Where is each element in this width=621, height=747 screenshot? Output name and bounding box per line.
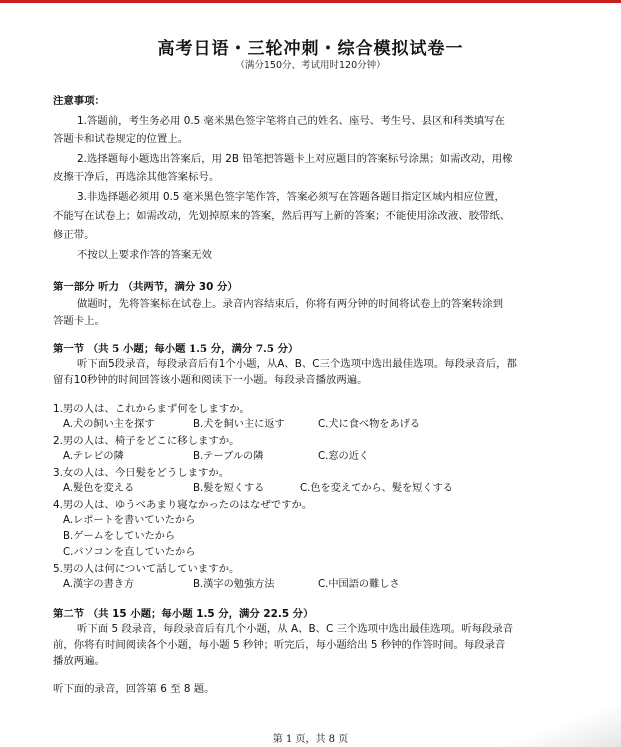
notice-item-1-line-2: 答题卡和试卷规定的位置上。 [53,133,189,145]
question-5-option-c: C.中国語の難しさ [318,579,400,590]
question-3-option-c: C.色を変えてから、髪を短くする [300,483,453,494]
question-1-option-c: C.犬に食べ物をあげる [318,419,421,430]
notice-heading: 注意事项： [53,95,105,107]
question-3-option-b: B.髪を短くする [193,483,265,494]
question-2-option-c: C.窓の近く [318,451,370,462]
question-2-stem: 2.男の人は、椅子をどこに移しますか。 [53,435,240,447]
part1-desc-line-1: 做题时，先将答案标在试卷上。录音内容结束后，你将有两分钟的时间将试卷上的答案转涂到 [77,298,504,310]
notice-item-3-line-1: 3.非选择题必须用 0.5 毫米黑色签字笔作答，答案必须写在答题各题目指定区域内相应位置， [77,191,505,203]
section1-heading: 第一节 （共 5 小题；每小题 1.5 分，满分 7.5 分） [53,343,299,355]
section1-desc-line-1: 听下面5段录音，每段录音后有1个小题，从A、B、C三个选项中选出最佳选项。每段录音后，都 [77,358,517,370]
section2-desc-line-3: 播放两遍。 [53,655,105,667]
part1-desc-line-2: 答题卡上。 [53,315,105,327]
section2-desc-line-2: 前，你将有时间阅读各个小题，每小题 5 秒钟；听完后，每小题给出 5 秒钟的作答时间。每段录音 [53,639,506,651]
page-number: 第 1 页，共 8 页 [272,734,349,745]
notice-item-3-line-3: 修正带。 [53,229,95,241]
question-3-option-a: A.髪色を変える [63,483,135,494]
question-4-stem: 4.男の人は、ゆうべあまり寝なかったのはなぜですか。 [53,499,313,511]
question-1-option-b: B.犬を飼い主に返す [193,419,285,430]
question-1-stem: 1.男の人は、これからまず何をしますか。 [53,403,250,415]
section2-instruction: 听下面的录音，回答第 6 至 8 题。 [53,683,215,695]
question-5-option-b: B.漢字の勉強方法 [193,579,275,590]
page-subtitle: （满分150分、考试用时120分钟） [235,60,386,71]
question-4-option-c: C.パソコンを直していたから [63,547,196,558]
notice-item-3-line-2: 不能写在试卷上；如需改动，先划掉原来的答案，然后再写上新的答案；不能使用涂改液、胶带纸、 [53,210,511,222]
notice-item-1-line-1: 1.答题前，考生务必用 0.5 毫米黑色签字笔将自己的姓名、座号、考生号、县区和科类填写在 [77,115,505,127]
question-2-option-b: B.テーブルの隣 [193,451,264,462]
question-1-option-a: A.犬の飼い主を探す [63,419,155,430]
section1-desc-line-2: 留有10秒钟的时间回答该小题和阅读下一小题。每段录音播放两遍。 [53,374,368,386]
notice-item-4: 不按以上要求作答的答案无效 [77,249,213,261]
question-4-option-b: B.ゲームをしていたから [63,531,176,542]
part1-heading: 第一部分 听力 （共两节，满分 30 分） [53,281,238,293]
question-2-option-a: A.テレビの隣 [63,451,124,462]
notice-item-2-line-1: 2.选择题每小题选出答案后，用 2B 铅笔把答题卡上对应题目的答案标号涂黑；如需改动，用橡 [77,153,513,165]
question-5-option-a: A.漢字の書き方 [63,579,135,590]
section2-desc-line-1: 听下面 5 段录音，每段录音后有几个小题，从 A、B、C 三个选项中选出最佳选项。听每段录音 [77,623,514,635]
question-3-stem: 3.女の人は、今日髪をどうしますか。 [53,467,230,479]
question-5-stem: 5.男の人は何について話していますか。 [53,563,240,575]
page-curl-shadow [501,707,621,747]
question-4-option-a: A.レポートを書いていたから [63,515,196,526]
notice-item-2-line-2: 皮擦干净后，再选涂其他答案标号。 [53,171,220,183]
page-title: 高考日语・三轮冲刺・综合模拟试卷一 [157,39,464,59]
section2-heading: 第二节 （共 15 小题；每小题 1.5 分，满分 22.5 分） [53,608,314,620]
